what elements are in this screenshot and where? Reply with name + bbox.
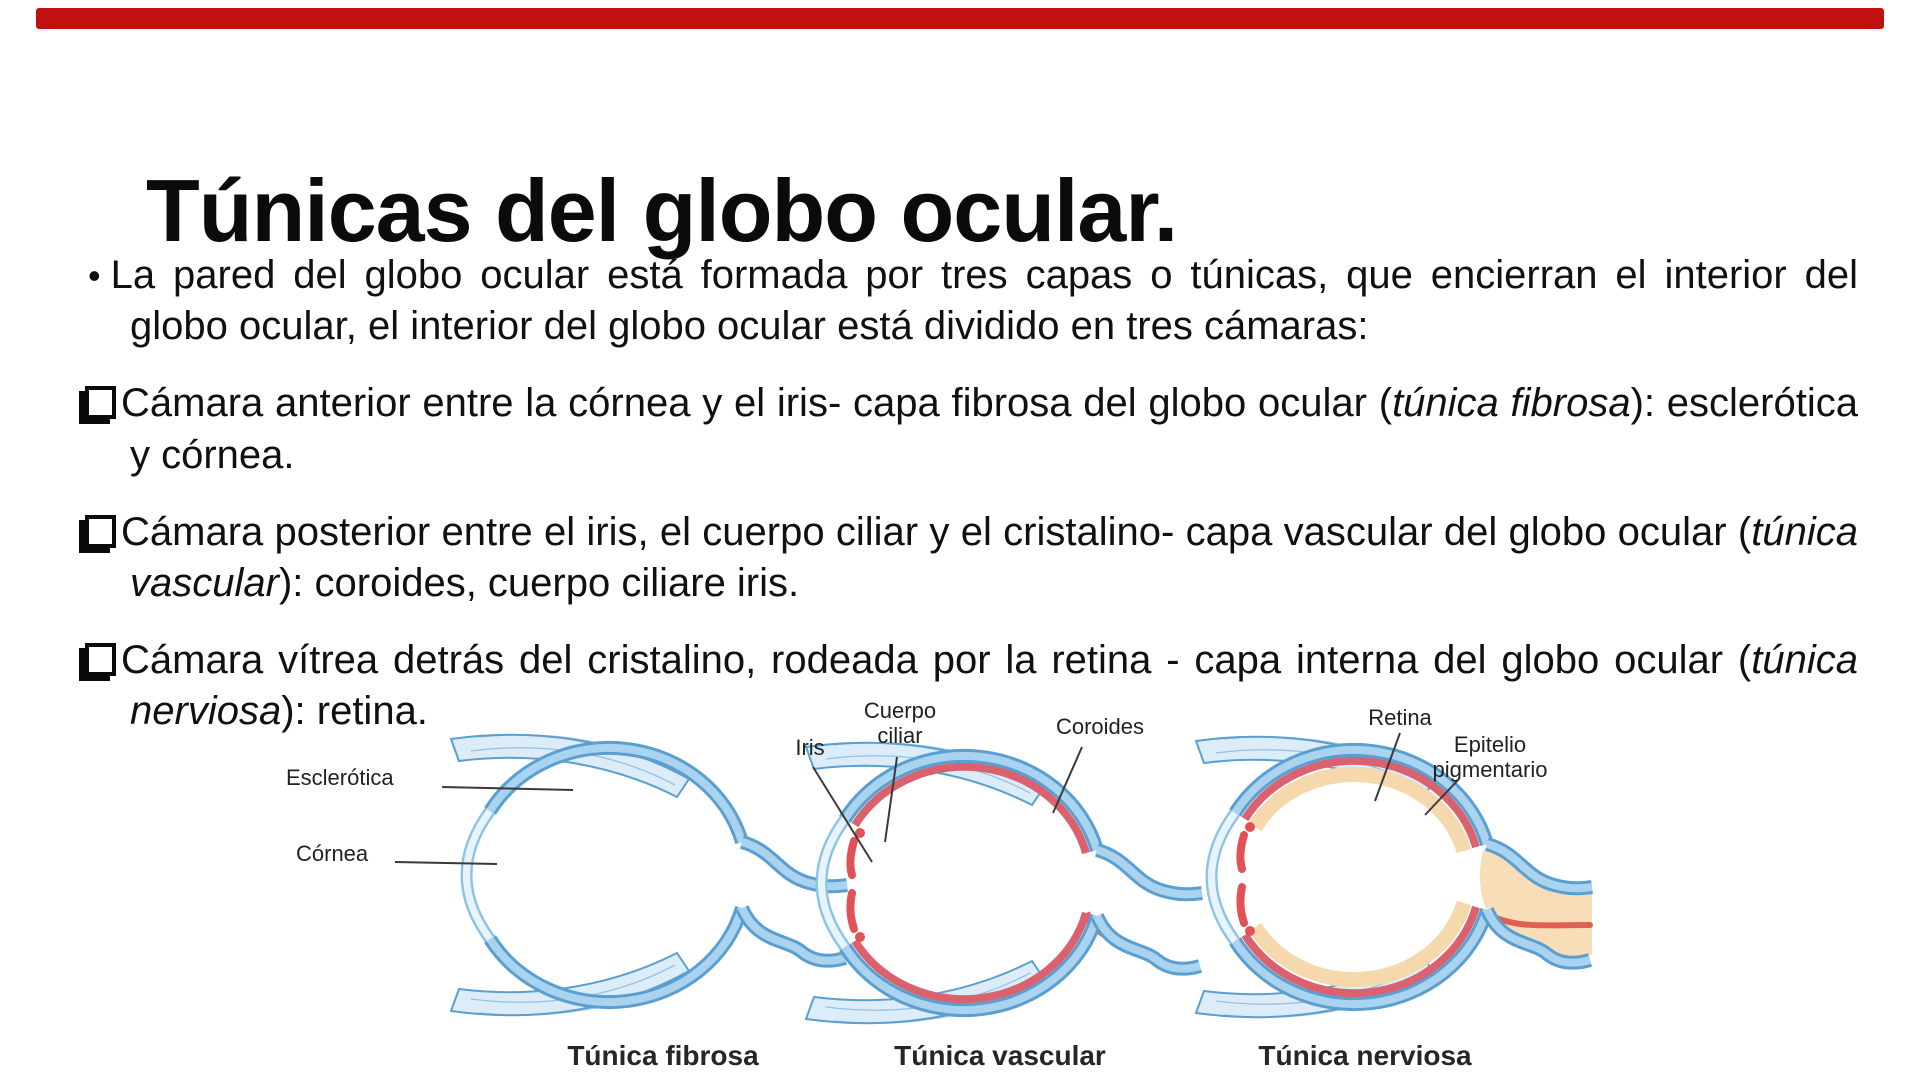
bullet-text: Cámara vítrea detrás del cristalino, rodeada por la retina - capa interna del globo ocular (: [121, 638, 1752, 683]
checkbox-bullet-icon: [85, 386, 116, 419]
top-accent-bar: [36, 8, 1884, 29]
dot-bullet-icon: •: [88, 255, 101, 296]
label-epitelio-pigmentario: Epitelio pigmentario: [1432, 732, 1548, 783]
label-coroides: Coroides: [1055, 714, 1145, 739]
bullet-item: [78, 378, 1858, 480]
page-title: Túnicas del globo ocular.: [146, 160, 1178, 260]
bullet-text: Cámara posterior entre el iris, el cuerpo ciliar y el cristalino- capa vascular del globo ocular (: [121, 509, 1752, 554]
checkbox-bullet-icon: [85, 643, 116, 676]
eye-diagrams-figure: [280, 695, 1650, 1080]
bullet-item: [78, 250, 1858, 352]
label-cuerpo-ciliar: Cuerpo ciliar: [863, 698, 937, 749]
label-iris: Iris: [795, 735, 825, 760]
bullet-item: [78, 507, 1858, 609]
bullet-text: La pared del globo ocular está formada por tres capas o túnicas, que encierran el interior del globo ocular, el interior del globo ocular está dividido en tres cámaras:: [110, 253, 1858, 349]
caption-tunica-fibrosa: Túnica fibrosa: [567, 1040, 759, 1071]
bullet-text: Cámara anterior entre la córnea y el iris- capa fibrosa del globo ocular (: [121, 381, 1393, 426]
bullet-text-italic: túnica fibrosa: [1392, 381, 1631, 426]
caption-tunica-nerviosa: Túnica nerviosa: [1258, 1040, 1472, 1071]
bullet-text: ): coroides, cuerpo ciliare iris.: [278, 560, 800, 605]
checkbox-bullet-icon: [85, 515, 116, 548]
bullet-text-italic: túnica nerviosa: [130, 638, 1858, 734]
bullet-text: ): retina.: [281, 689, 428, 734]
caption-tunica-vascular: Túnica vascular: [894, 1040, 1106, 1071]
label-retina: Retina: [1368, 705, 1432, 730]
label-esclerotica: Esclerótica: [286, 765, 394, 790]
bullet-list: [78, 250, 1858, 764]
bullet-text: ): esclerótica y córnea.: [130, 381, 1858, 477]
label-cornea: Córnea: [296, 841, 369, 866]
bullet-text-italic: túnica vascular: [130, 509, 1858, 605]
